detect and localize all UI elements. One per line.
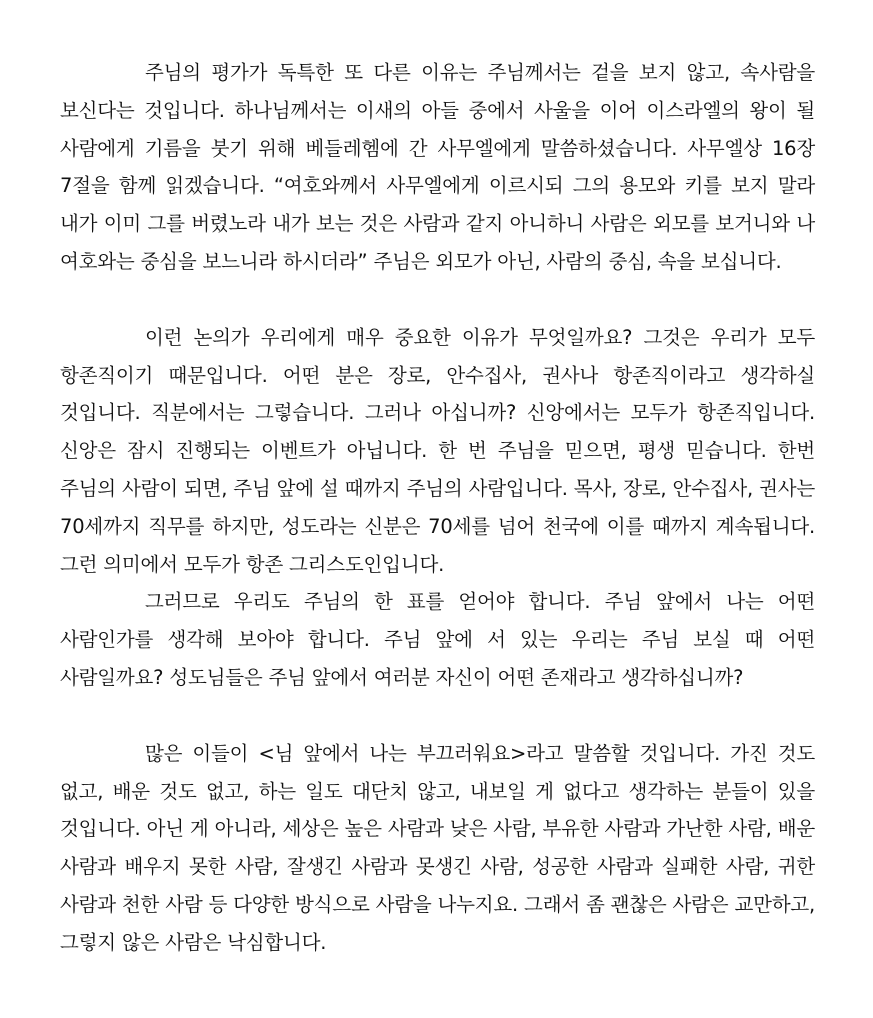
- paragraph-spacer: [60, 697, 815, 735]
- document-body: [60, 54, 815, 962]
- paragraph-ashamed: 많은 이들이 <님 앞에서 나는 부끄러워요>라고 말씀할 것입니다. 가진 것도 없고, 배운 것도 없고, 하는 일도 대단치 않고, 내보일 게 없다고 생각하는 분들이 있을 것입니다. 아닌 게 아니라, 세상은 높은 사람과 낮은 사람, 부유한 사람과 가난한 사람, 배운 사람과 배우지 못한 사람, 잘생긴 사람과 못생긴 사람, 성공한 사람과 실패한 사람, 귀한 사람과 천한 사람 등 다양한 방식으로 사람을 나누지요. 그래서 좀 괜찮은 사람은 교만하고, 그렇지 않은 사람은 낙심합니다.: [60, 741, 815, 954]
- paragraph-lords-vote: 그러므로 우리도 주님의 한 표를 얻어야 합니다. 주님 앞에서 나는 어떤 사람인가를 생각해 보아야 합니다. 주님 앞에 서 있는 우리는 주님 보실 때 어떤 사람일까요? 성도님들은 주님 앞에서 여러분 자신이 어떤 존재라고 생각하십니까?: [60, 590, 815, 689]
- paragraph-outer-appearance: 주님의 평가가 독특한 또 다른 이유는 주님께서는 겉을 보지 않고, 속사람을 보신다는 것입니다. 하나님께서는 이새의 아들 중에서 사울을 이어 이스라엘의 왕이 될 사람에게 기름을 붓기 위해 베들레헴에 간 사무엘에게 말씀하셨습니다. 사무엘상 16장 7절을 함께 읽겠습니다. “여호와께서 사무엘에게 이르시되 그의 용모와 키를 보지 말라 내가 이미 그를 버렸노라 내가 보는 것은 사람과 같지 아니하니 사람은 외모를 보거니와 나 여호와는 중심을 보느니라 하시더라” 주님은 외모가 아닌, 사람의 중심, 속을 보십니다.: [60, 61, 815, 273]
- paragraph-spacer: [60, 281, 815, 319]
- paragraph-lifelong-office: 이런 논의가 우리에게 매우 중요한 이유가 무엇일까요? 그것은 우리가 모두 항존직이기 때문입니다. 어떤 분은 장로, 안수집사, 권사나 항존직이라고 생각하실 것입니다. 직분에서는 그렇습니다. 그러나 아십니까? 신앙에서는 모두가 항존직입니다. 신앙은 잠시 진행되는 이벤트가 아닙니다. 한 번 주님을 믿으면, 평생 믿습니다. 한번 주님의 사람이 되면, 주님 앞에 설 때까지 주님의 사람입니다. 목사, 장로, 안수집사, 권사는 70세까지 직무를 하지만, 성도라는 신분은 70세를 넘어 천국에 이를 때까지 계속됩니다. 그런 의미에서 모두가 항존 그리스도인입니다.: [60, 325, 815, 576]
